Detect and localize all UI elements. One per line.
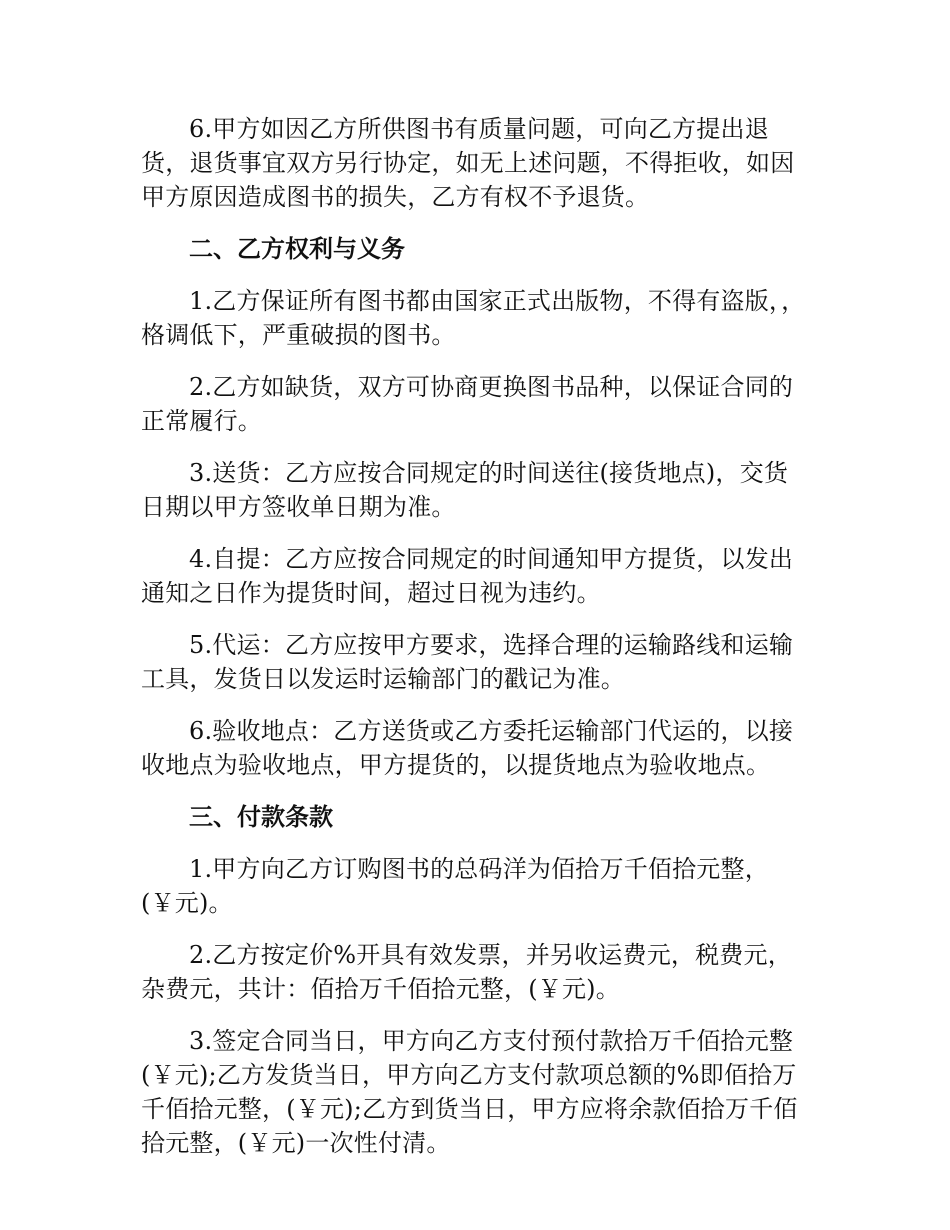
para-2-invoice-fees: 2.乙方按定价%开具有效发票，并另收运费元，税费元，杂费元，共计：佰拾万千佰拾元整，(￥元)。 xyxy=(141,941,792,1003)
para-3-payment-schedule: 3.签定合同当日，甲方向乙方支付预付款拾万千佰拾元整(￥元);乙方发货当日，甲方向乙方支付款项总额的%即佰拾万千佰拾元整，(￥元);乙方到货当日，甲方应将余款佰拾万千佰拾元整，(￥元)一次性付清。 xyxy=(141,1027,798,1157)
para-6-return-policy: 6.甲方如因乙方所供图书有质量问题，可向乙方提出退货，退货事宜双方另行协定，如无上述问题，不得拒收，如因甲方原因造成图书的损失，乙方有权不予退货。 xyxy=(141,115,795,211)
para-3-delivery: 3.送货：乙方应按合同规定的时间送往(接货地点)，交货日期以甲方签收单日期为准。 xyxy=(141,459,789,521)
section-heading-2: 二、乙方权利与义务 xyxy=(189,235,405,263)
para-2-out-of-stock: 2.乙方如缺货，双方可协商更换图书品种，以保证合同的正常履行。 xyxy=(141,373,794,435)
document-page xyxy=(141,112,811,1178)
para-1-quality-guarantee: 1.乙方保证所有图书都由国家正式出版物，不得有盗版，，格调低下，严重破损的图书。 xyxy=(141,287,806,349)
para-4-self-pickup: 4.自提：乙方应按合同规定的时间通知甲方提货，以发出通知之日作为提货时间，超过日视为违约。 xyxy=(141,545,794,607)
para-6-inspection-place: 6.验收地点：乙方送货或乙方委托运输部门代运的，以接收地点为验收地点，甲方提货的，以提货地点为验收地点。 xyxy=(141,717,794,779)
para-1-total-price: 1.甲方向乙方订购图书的总码洋为佰拾万千佰拾元整，(￥元)。 xyxy=(141,855,769,917)
para-5-shipping-agent: 5.代运：乙方应按甲方要求，选择合理的运输路线和运输工具，发货日以发运时运输部门的戳记为准。 xyxy=(141,631,794,693)
section-heading-3: 三、付款条款 xyxy=(189,803,333,831)
